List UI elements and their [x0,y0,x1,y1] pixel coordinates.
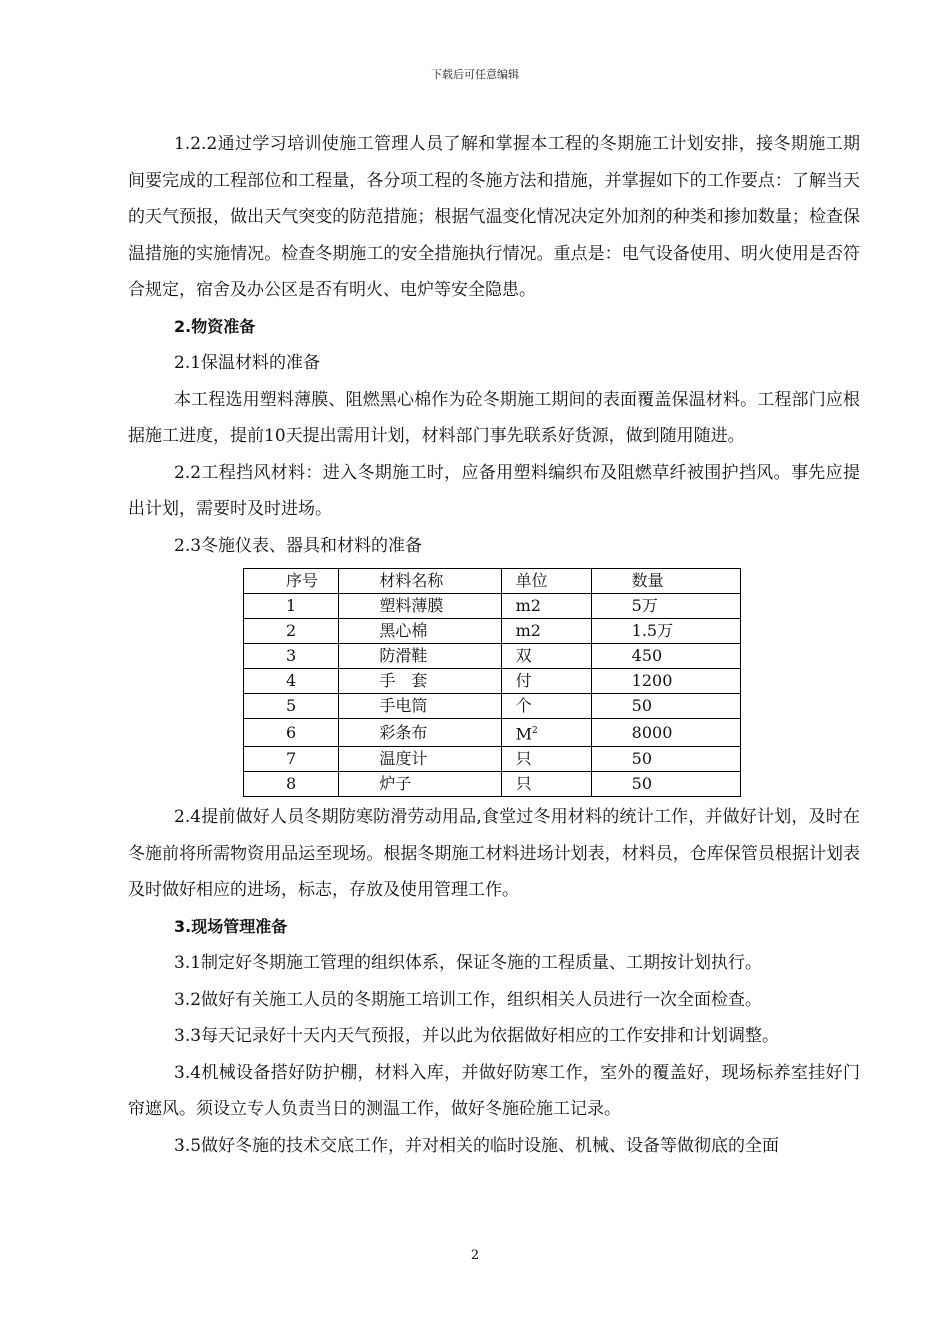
section-heading-3: 3.现场管理准备 [174,916,288,936]
paragraph-3-2: 3.2做好有关施工人员的冬期施工培训工作，组织相关人员进行一次全面检查。 [174,989,763,1010]
paragraph-3-5: 3.5做好冬施的技术交底工作，并对相关的临时设施、机械、设备等做彻底的全面 [174,1135,780,1156]
page-header: 下载后可任意编辑 [431,68,519,81]
table-cell: 8000 [591,719,740,747]
table-cell: 2 [244,619,339,644]
paragraph-1-2-2: 1.2.2通过学习培训使施工管理人员了解和掌握本工程的冬期施工计划安排，接冬期施工期间要完成的工程部位和工程量，各分项工程的冬施方法和措施，并掌握如下的工作要点：了解当天的天气预报，做出天气突变的防范措施；根据气温变化情况决定外加剂的种类和掺加数量；检查保温措施的实施情况。检查冬期施工的安全措施执行情况。重点是：电气设备使用、明火使用是否符合规定，宿舍及办公区是否有明火、电炉等安全隐患。 [128,134,860,300]
table-row [244,619,741,644]
table-cell: 1200 [591,669,740,694]
subheading-2-3: 2.3冬施仪表、器具和材料的准备 [174,535,423,556]
table-cell: 手 套 [339,669,501,694]
table-cell: 温度计 [339,747,501,772]
table-row [244,694,741,719]
table-cell: 8 [244,772,339,797]
table-row [244,669,741,694]
table-cell: 4 [244,669,339,694]
table-row [244,747,741,772]
table-row [244,594,741,619]
table-cell: 50 [591,694,740,719]
table-cell: m2 [501,619,591,644]
table-cell: 付 [501,669,591,694]
table-cell: 彩条布 [339,719,501,747]
table-cell: 5 [244,694,339,719]
table-cell: 6 [244,719,339,747]
table-cell: 50 [591,747,740,772]
table-cell: 塑料薄膜 [339,594,501,619]
table-header-cell: 材料名称 [339,569,501,594]
table-header-row [244,569,741,594]
table-header-cell: 序号 [244,569,339,594]
table-cell: 双 [501,644,591,669]
table-cell: 450 [591,644,740,669]
unit-superscript: 2 [531,726,538,736]
table-header-cell: 数量 [591,569,740,594]
paragraph-3-1: 3.1制定好冬期施工管理的组织体系，保证冬施的工程质量、工期按计划执行。 [174,953,763,974]
paragraph-2-2: 2.2工程挡风材料：进入冬期施工时，应备用塑料编织布及阻燃草纤被围护挡风。事先应提出计划，需要时及时进场。 [128,462,860,519]
table-row [244,644,741,669]
table-cell: 1 [244,594,339,619]
table-cell: 5万 [591,594,740,619]
table-cell: 只 [501,747,591,772]
paragraph-2-1: 本工程选用塑料薄膜、阻燃黑心棉作为砼冬期施工期间的表面覆盖保温材料。工程部门应根据施工进度，提前10天提出需用计划，材料部门事先联系好货源，做到随用随进。 [128,389,860,446]
table-cell: 手电筒 [339,694,501,719]
table-cell: 黑心棉 [339,619,501,644]
section-heading-2: 2.物资准备 [174,316,256,336]
table-row [244,772,741,797]
table-header-cell: 单位 [501,569,591,594]
table-cell: 7 [244,747,339,772]
page-number: 2 [470,1248,480,1263]
table-cell: 3 [244,644,339,669]
table-cell: 个 [501,694,591,719]
table-cell: 防滑鞋 [339,644,501,669]
table-cell: 1.5万 [591,619,740,644]
table-cell-unit [501,719,591,747]
table-cell: m2 [501,594,591,619]
table-cell: 50 [591,772,740,797]
unit-text: M [515,724,532,744]
paragraph-3-3: 3.3每天记录好十天内天气预报，并以此为依据做好相应的工作安排和计划调整。 [174,1026,780,1047]
paragraph-3-4: 3.4机械设备搭好防护棚，材料入库，并做好防寒工作，室外的覆盖好，现场标养室挂好门帘遮风。须设立专人负责当日的测温工作，做好冬施砼施工记录。 [128,1062,860,1120]
subheading-2-1: 2.1保温材料的准备 [174,353,321,373]
materials-table [243,568,741,797]
table-cell: 只 [501,772,591,797]
paragraph-2-4: 2.4提前做好人员冬期防寒防滑劳动用品,食堂过冬用材料的统计工作，并做好计划，及时在冬施前将所需物资用品运至现场。根据冬期施工材料进场计划表，材料员，仓库保管员根据计划表及时做好相应的进场，标志，存放及使用管理工作。 [128,807,860,901]
document-body [128,126,860,1164]
table-cell: 炉子 [339,772,501,797]
table-row [244,719,741,747]
